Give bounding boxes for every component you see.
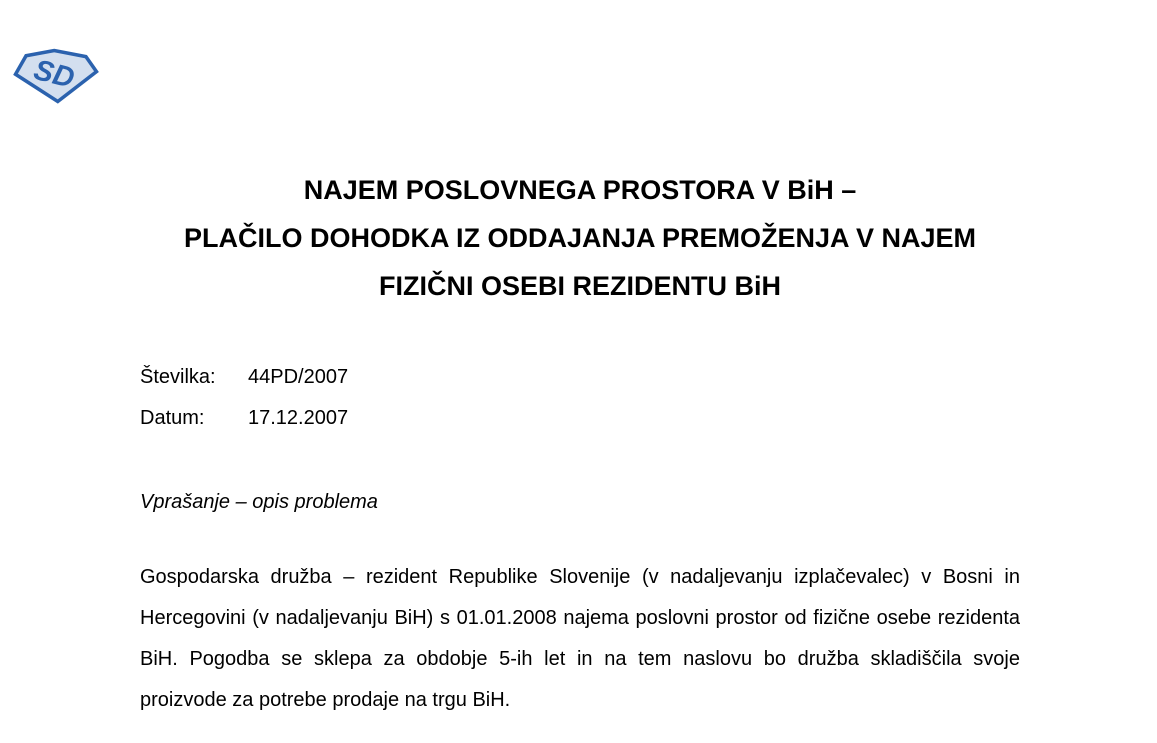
document-meta (140, 357, 348, 439)
title-line-1: NAJEM POSLOVNEGA PROSTORA V BiH – (303, 175, 857, 205)
logo-letters: SD (30, 54, 78, 95)
company-logo (12, 47, 100, 105)
number-label: Številka: (140, 366, 216, 388)
number-value: 44PD/2007 (248, 366, 349, 388)
section-heading: Vprašanje – opis problema (140, 491, 378, 513)
meta-row-number (140, 357, 348, 398)
meta-row-date (140, 398, 348, 439)
title-line-3: FIZIČNI OSEBI REZIDENTU BiH (378, 271, 781, 301)
date-label: Datum: (140, 407, 205, 429)
sd-diamond-logo-icon (12, 47, 100, 105)
body-paragraph: Gospodarska družba – rezident Republike Slovenije (v nadaljevanju izplačevalec) v Bosni in Hercegovini (v nadaljevanju BiH) s 01.01.2008 najema poslovni prostor od fizične osebe rezidenta BiH. Pogodba se sklepa za obdobje 5-ih let in na tem naslovu bo družba skladiščila svoje proizvode za potrebe prodaje na trgu BiH. (140, 566, 1020, 711)
title-line-2: PLAČILO DOHODKA IZ ODDAJANJA PREMOŽENJA V NAJEM (183, 223, 977, 253)
document-title (140, 166, 1020, 310)
date-value: 17.12.2007 (248, 407, 349, 429)
